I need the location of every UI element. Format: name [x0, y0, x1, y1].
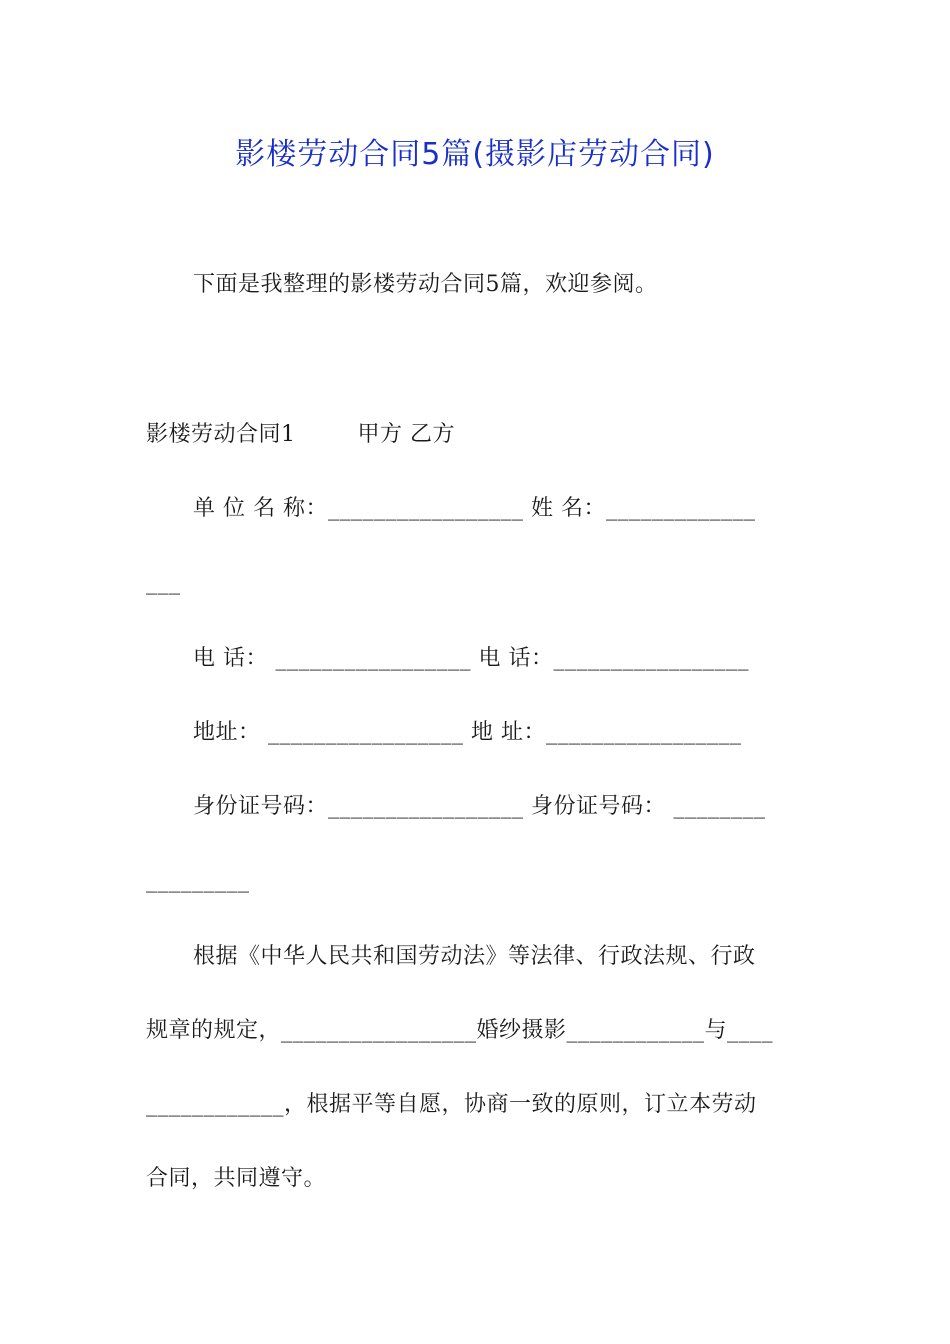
- id-number-line: 身份证号码：_________________ 身份证号码： ________: [193, 794, 766, 819]
- section-heading: 影楼劳动合同1: [146, 422, 296, 447]
- document-title: 影楼劳动合同5篇(摄影店劳动合同): [235, 137, 715, 172]
- phone-line: 电 话： _________________ 电 话：_________________: [193, 646, 749, 671]
- party-b-label: 乙方: [410, 422, 456, 447]
- party-a-label: 甲方: [357, 422, 403, 447]
- address-line: 地址： _________________ 地 址：_________________: [193, 720, 742, 745]
- body-paragraph-line-1: 根据《中华人民共和国劳动法》等法律、行政法规、行政: [193, 944, 756, 969]
- unit-name-line-wrap: ___: [146, 570, 181, 595]
- id-number-line-wrap: _________: [146, 868, 250, 893]
- section-heading-line: [146, 420, 455, 450]
- intro-text: 下面是我整理的影楼劳动合同5篇，欢迎参阅。: [193, 272, 658, 297]
- body-paragraph-line-4: 合同，共同遵守。: [146, 1166, 327, 1191]
- body-paragraph-line-2: 规章的规定，_________________婚纱摄影____________与____: [146, 1018, 774, 1043]
- unit-name-line: 单 位 名 称：_________________ 姓 名：_____________: [193, 496, 756, 521]
- body-paragraph-line-3: ____________，根据平等自愿，协商一致的原则，订立本劳动: [146, 1092, 757, 1117]
